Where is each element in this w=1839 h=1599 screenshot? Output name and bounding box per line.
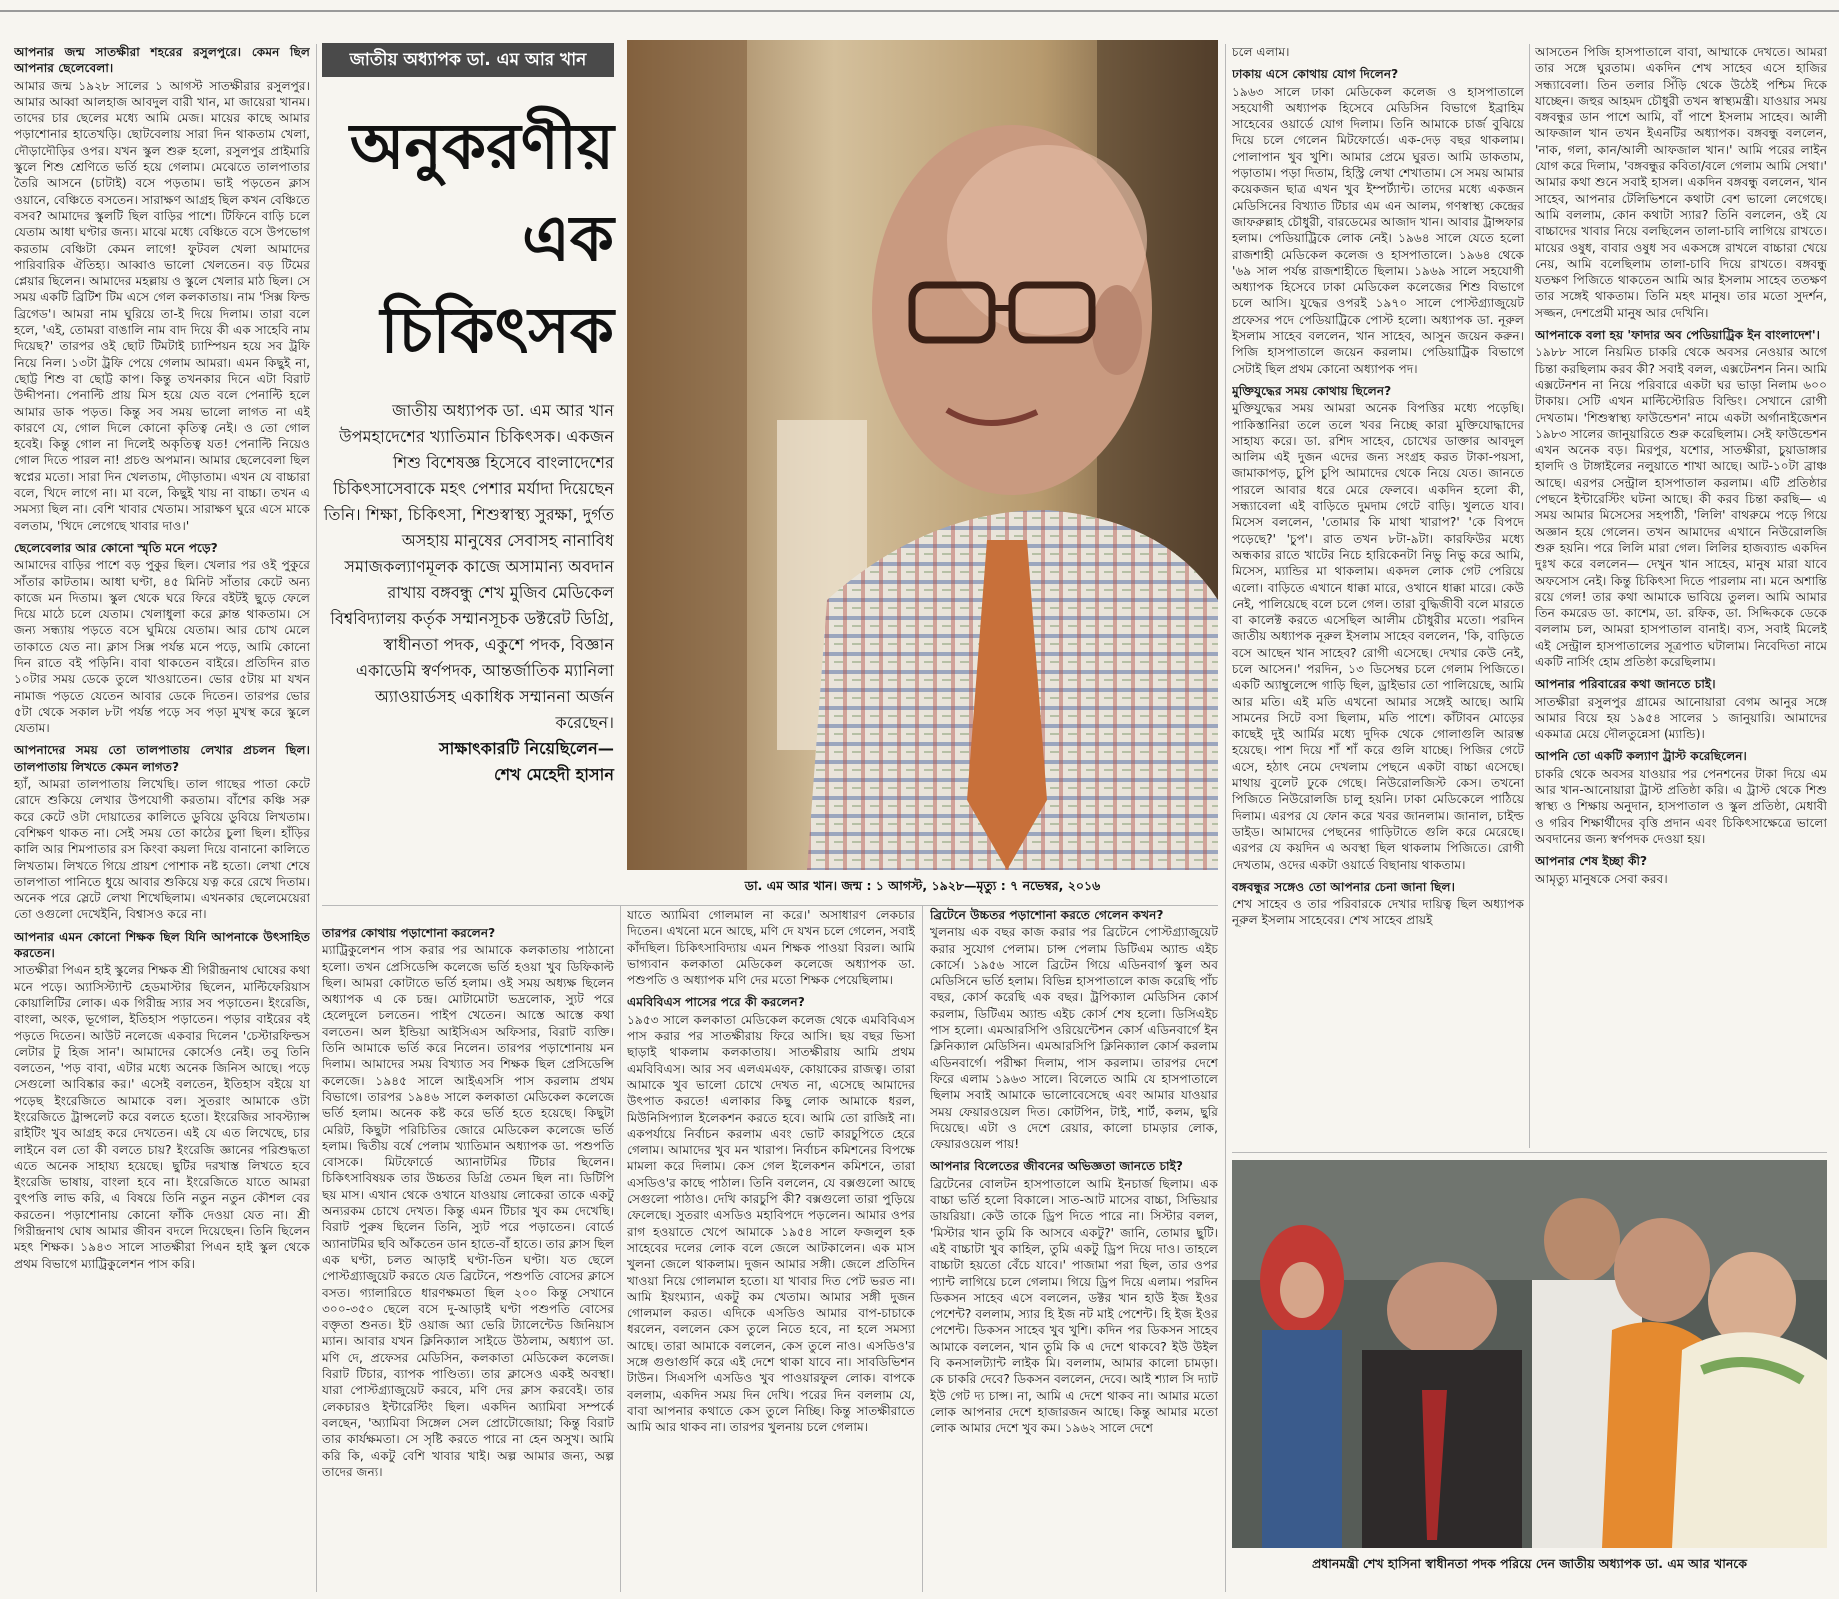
- photo-caption: ডা. এম আর খান। জন্ম : ১ আগস্ট, ১৯২৮—মৃত্যু : ৭ নভেম্বর, ২০১৬: [744, 878, 1101, 893]
- interview-question: আপনার শেষ ইচ্ছা কী?: [1535, 854, 1648, 869]
- portrait-illustration: [627, 40, 1218, 870]
- interview-question: তারপর কোথায় পড়াশোনা করলেন?: [322, 926, 496, 940]
- interview-question: ছেলেবেলার আর কোনো স্মৃতি মনে পড়ে?: [14, 540, 218, 555]
- interview-answer: ম্যাট্রিকুলেশন পাস করার পর আমাকে কলকাতায় পাঠানো হলো। তখন প্রেসিডেন্সি কলেজে ভর্তি হওয়া খুব ডিফিকাল্ট ছিল। আমরা কোটাতে ভর্তি হলাম। ওই সময় অধ্যক্ষ ছিলেন অধ্যাপক এ কে চন্দ্র। মোটামোটা ভদ্রলোক, স্যুট পরে হেলেদুলে চলতেন। পাইপ খেতেন। আস্তে আস্তে কথা বলতেন। অল ইন্ডিয়া আইসিএস অফিসার, বিরাট ব্যক্তি। তিনি আমাকে ভর্তি করে নিলেন। তারপর পড়াশোনায় মন দিলাম। আমাদের সময় বিখ্যাত সব শিক্ষক ছিল প্রেসিডেন্সি কলেজে। ১৯৪৫ সালে আইএসসি পাস করলাম প্রথম বিভাগে। তারপর ১৯৪৬ সালে কলকাতা মেডিকেল কলেজে ভর্তি হলাম। অনেক কষ্ট করে ভর্তি হতে হয়েছে। কিছুটা মেরিট, কিছুটা পরিচিতির জোরে মেডিকেল কলেজে ভর্তি হলাম। দ্বিতীয় বর্ষে পেলাম খ্যাতিমান অধ্যাপক ডা. পশুপতি বোসকে। মিটফোর্ডে অ্যানাটমির টিচার ছিলেন। চিকিৎসাবিষয়ক তার উচ্চতর ডিগ্রি তেমন ছিল না। ডিটিপি ছয় মাস। এখান থেকে ওখানে যাওয়ায় লোকেরা তাকে একটু অন্যরকম চোখে দেখত। কিন্তু এমন টিচার খুব কম দেখেছি। বিরাট পুরুষ ছিলেন তিনি, স্যুট পরে পড়াতেন। বোর্ডে অ্যানাটমির ছবি আঁকতেন ডান হাতে-বাঁ হাতে। তার ক্লাস ছিল এক ঘণ্টা, চলত আড়াই ঘণ্টা-তিন ঘণ্টা। যত ছেলে পোস্টগ্র্যাজুয়েট করতে যেত ব্রিটেনে, পশুপতি বোসের ক্লাসে বসত। গ্যালারিতে ধারণক্ষমতা ছিল ২০০ কিন্তু সেখানে ৩০০-৩৫০ ছেলে বসে দু-আড়াই ঘণ্টা পশুপতি বোসের বক্তৃতা শুনত। ইট ওয়াজ অ্যা ভেরি ট্যালেন্টেড জিনিয়াস ম্যান। আবার যখন ক্লিনিক্যাল সাইডে উঠলাম, অধ্যাপ ডা. মণি দে, প্রফেসর মেডিসিন, কলকাতা মেডিকেল কলেজ। বিরাট টিচার, ব্যাপক পাণ্ডিত্য। তার ক্লাসেও একই অবস্থা। যারা পোস্টগ্র্যাজুয়েট করবে, মণি দের ক্লাস করবেই। তার লেকচারও ইন্টারেস্টিং ছিল। একদিন অ্যামিবা সম্পর্কে বলছেন, 'অ্যামিবা সিঙ্গেল সেল প্রোটোজোয়া; কিন্তু বিরাট তার কার্যক্ষমতা। সে সৃষ্টি করতে পারে না হেন অসুখ। আমি করি কি, একটু বেশি খাবার খাই। অল্প আমার জন্য, অল্প তাদের জন্য।: [322, 943, 614, 1479]
- article-column-6: [1535, 44, 1827, 1148]
- section-rule: [322, 905, 1218, 906]
- interview-question: বঙ্গবন্ধুর সঙ্গেও তো আপনার চেনা জানা ছিল।: [1232, 879, 1455, 894]
- interview-question: মুক্তিযুদ্ধের সময় কোথায় ছিলেন?: [1232, 383, 1392, 398]
- column-rule: [1529, 44, 1530, 1148]
- interview-answer: চাকরি থেকে অবসর যাওয়ার পর পেনশনের টাকা দিয়ে এম আর খান-আনোয়ারা ট্রাস্ট প্রতিষ্ঠা করি। এ ট্রাস্ট থেকে শিশু স্বাস্থ্য ও শিক্ষায় অনুদান, হাসপাতাল ও স্কুল প্রতিষ্ঠা, মেধাবী ও গরিব শিক্ষার্থীদের বৃত্তি প্রদান এবং চিকিৎসাক্ষেত্রে ভালো অবদানের জন্য স্বর্ণপদক দেওয়া হয়।: [1535, 766, 1827, 846]
- article-column-1: [14, 44, 310, 1592]
- interview-question: ব্রিটেনে উচ্চতর পড়াশোনা করতে গেলেন কখন?: [930, 908, 1164, 922]
- article-column-2: [322, 925, 614, 1592]
- headline: [322, 100, 614, 376]
- interview-question: এমবিবিএস পাসের পরে কী করলেন?: [627, 995, 805, 1010]
- interview-answer: ১৯৫৩ সালে কলকাতা মেডিকেল কলেজ থেকে এমবিবিএস পাস করার পর সাতক্ষীরায় ফিরে আসি। ছয় বছর ভিসা ছাড়াই থাকলাম কলকাতায়। সাতক্ষীরায় আমি প্রথম এমবিবিএস। আর সব এলএমএফ, কোয়াকের রাজত্ব। তারা আমাকে খুব ভালো চোখে দেখত না, এসেছে আমাদের উৎপাত করতে! এলাকার কিছু লোক আমাকে ধরল, মিউনিসিপ্যাল ইলেকশন করতে হবে। আমি তো রাজিই না। একপর্যায়ে নির্বাচন করলাম এবং ভোট কারচুপিতে হেরে গেলাম। আমাদের খুব মন খারাপ। নির্বাচন কমিশনের বিপক্ষে মামলা করে দিলাম। কেস গেল ইলেকশন কমিশনে, তারা এসডিও'র কাছে পাঠাল। তিনি বললেন, যে বক্সগুলো আছে সেগুলো পাঠাও। দেখি কারচুপি কী? বক্সগুলো তারা পুড়িয়ে ফেলেছে। সুতরাং এসডিও মহাবিপদে পড়লেন। আমার ওপর রাগ হওয়াতে খেপে আমাকে ১৯৫৪ সালে ফজলুল হক সাহেবের দলের লোক বলে জেলে আটকালেন। এক মাস খুলনা জেলে থাকলাম। দুজন আমার সঙ্গী। জেলে প্রতিদিন খাওয়া নিয়ে গোলমাল হতো। যা খাবার দিত পেট ভরত না। আমি ইয়ংম্যান, একটু কম খেতাম। আমার সঙ্গী দুজন গোলমাল করত। এদিকে এসডিও আমার বাপ-চাচাকে ধরলেন, বললেন কেস তুলে নিতে হবে, না হলে সমস্যা আছে। তারা আমাকে বললেন, কেস তুলে নাও। এসডিও'র সঙ্গে গুণ্ডাগুর্দি করে এই দেশে থাকা যাবে না। সাবডিভিশন টাউন। সিএসপি এসডিও খুব পাওয়ারফুল লোক। বাপকে বললাম, একদিন সময় দিন দেখি। পরের দিন বললাম যে, বাবা আপনার কথাতে কেস তুলে নিচ্ছি। কিন্তু সাতক্ষীরাতে আমি আর থাকব না। তারপর খুলনায় চলে গেলাম।: [627, 1012, 915, 1435]
- interview-answer: যাতে অ্যামিবা গোলমাল না করে।' অসাধারণ লেকচার দিতেন। এখনো মনে আছে, মণি দে যখন চলে গেলেন, সবাই কাঁদছিল। চিকিৎসাবিদ্যায় এমন শিক্ষক পাওয়া বিরল। আমি ভাগ্যবান কলকাতা মেডিকেল কলেজে অধ্যাপক ডা. পশুপতি ও অধ্যাপক মণি দের মতো শিক্ষক পেয়েছিলাম।: [627, 908, 915, 988]
- article-column-4: [930, 907, 1218, 1592]
- interview-question: ঢাকায় এসে কোথায় যোগ দিলেন?: [1232, 67, 1399, 82]
- interview-question: আপনাদের সময় তো তালপাতায় লেখার প্রচলন ছিল। তালপাতায় লিখতে কেমন লাগত?: [14, 743, 310, 774]
- interview-answer: শেখ সাহেব ও তার পরিবারকে দেখার দায়িত্ব ছিল অধ্যাপক নূরুল ইসলাম সাহেবের। শেখ সাহেব প্রায়ই: [1232, 897, 1524, 928]
- interview-answer: হ্যাঁ, আমরা তালপাতায় লিখেছি। তাল গাছের পাতা কেটে রোদে শুকিয়ে লেখার উপযোগী করতাম। বাঁশের কঞ্চি সরু করে কেটে ওটা দোয়াতের কালিতে ডুবিয়ে ডুবিয়ে লিখতাম। বেশিক্ষণ থাকত না। সেই সময় তো কাঠের চুলা ছিল। হাঁড়ির কালি আর শিমপাতার রস কিংবা কয়লা দিয়ে বানানো কালিতে লিখতাম। লিখতে গিয়ে প্রায়শ পোশাক নষ্ট হতো। লেখা শেষে তালপাতা পানিতে ধুয়ে আবার শুকিয়ে যত্ন করে রেখে দিতাম। অনেক পরে স্লেটে লেখা শিখেছিলাম। এখনকার ছেলেমেয়েরা তো ওগুলো দেখেইনি, বিশ্বাসও করে না।: [14, 777, 310, 922]
- interview-answer: চলে এলাম।: [1232, 45, 1290, 59]
- interview-answer: ১৯৬৩ সালে ঢাকা মেডিকেল কলেজ ও হাসপাতালে সহযোগী অধ্যাপক হিসেবে মেডিসিন বিভাগে ইব্রাহিম সাহেবের ওয়ার্ডে যোগ দিলাম। তিনি আমাকে চার্জ বুঝিয়ে দিয়ে চলে গেলেন মিটফোর্ডে। এক-দেড় বছর থাকলাম। পোলাপান খুব খুশি। আমার প্রেমে ঘুরত। আমি ডাকতাম, পড়াতাম। পড়া দিতাম, হিস্ট্রি লেখা শেখাতাম। সে সময় আমার কয়েকজন ছাত্র এখন খুব ইম্পর্ট্যান্ট। তাদের মধ্যে একজন মেডিসিনের বিখ্যাত টিচার এম এন আলম, গণস্বাস্থ্য কেন্দ্রের জাফরুল্লাহ চৌধুরী, বারডেমের আজাদ খান। আবার ট্রান্সফার হলাম। পেডিয়াট্রিকে লোক নেই। ১৯৬৪ সালে যেতে হলো রাজশাহী মেডিকেল কলেজ ও হাসপাতালে। ১৯৬৪ থেকে '৬৯ সাল পর্যন্ত রাজশাহীতে ছিলাম। ১৯৬৯ সালে সহযোগী অধ্যাপক হিসেবে ঢাকা মেডিকেল কলেজের শিশু বিভাগে চলে আসি। যুদ্ধের ওপরই ১৯৭০ সালে পোস্টগ্র্যাজুয়েট প্রফেসর পদে পেডিয়াট্রিকে পোস্ট হলো। অধ্যাপক ডা. নূরুল ইসলাম সাহেব বললেন, খান সাহেব, আসুন জয়েন করুন। পিজি হাসপাতালে জয়েন করলাম। পেডিয়াট্রিক বিভাগে সেটাই ছিল প্রথম কোনো অধ্যাপক পদ।: [1232, 84, 1524, 376]
- interview-answer: আমাদের বাড়ির পাশে বড় পুকুর ছিল। খেলার পর ওই পুকুরে সাঁতার কাটতাম। আধা ঘণ্টা, ৪৫ মিনিট সাঁতার কেটে অন্য কাজে মন দিতাম। স্কুল থেকে ঘরে ফিরে বইটই ছুড়ে ফেলে দিয়ে মাঠে চলে যেতাম। খেলাধুলা করে ক্লান্ত থাকতাম। সে জন্য সন্ধ্যায় পড়তে বসে ঘুমিয়ে যেতাম। আর চোখ মেলে তাকাতে যেত না। ক্লাস সিক্স পর্যন্ত মনে পড়ে, আমি কোনো দিন রাতে বই পড়িনি। বাবা থাকতেন বাইরে। প্রতিদিন রাত ১০টার সময় ডেকে তুলে খাওয়াতেন। ভোর ৫টায় মা যখন নামাজ পড়তে যেতেন আবার ডেকে দিতেন। তারপর ভোর ৫টা থেকে সকাল ৮টা পর্যন্ত পড়ে সব পড়া মুখস্থ করে স্কুলে যেতাম।: [14, 558, 310, 736]
- headline-line-3: চিকিৎসক: [380, 293, 614, 367]
- interview-question: আপনার জন্ম সাতক্ষীরা শহরের রসুলপুরে। কেমন ছিল আপনার ছেলেবেলা।: [14, 45, 310, 76]
- article-column-3: [627, 907, 915, 1592]
- interview-answer: মুক্তিযুদ্ধের সময় আমরা অনেক বিপত্তির মধ্যে পড়েছি। পাকিস্তানিরা তলে তলে খবর নিচ্ছে কারা মুক্তিযোদ্ধাদের সাহায্য করে। ডা. রশিদ সাহেব, চোখের ডাক্তার আবদুল আলিম এই দুজন এদের জন্য সংগ্রহ করত টাকা-পয়সা, জামাকাপড়, চুপি চুপি আমাদের থেকে নিয়ে যেত। জানতে পারলে আবার ধরে মেরে ফেলবে। একদিন হলো কী, সন্ধ্যাবেলা এই বাড়িতে দুমদাম গেটে বাড়ি। খুলতে যাব। মিসেস বললেন, 'তোমার কি মাথা খারাপ?' 'কে বিপদে পড়েছে?' 'চুপ'। রাত তখন ৮টা-৯টা। কারফিউর মধ্যে অন্ধকার রাতে খাটের নিচে হারিকেনটা নিভু নিভু করে আমি, মিসেস, ম্যান্ডির মা থাকলাম। একদল লোক গেট পেরিয়ে এলো। বাড়িতে এখানে ধাক্কা মারে, ওখানে ধাক্কা মারে। কেউ নেই, পালিয়েছে বলে চলে গেল। তারা বুদ্ধিজীবী বলে মারতে বা কালেক্ট করতে এসেছিল আলীম চৌধুরীর মতো। পরদিন জাতীয় অধ্যাপক নূরুল ইসলাম সাহেব বললেন, 'কি, বাড়িতে বসে আছেন খান সাহেব? রোগী এসেছে। দেখার কেউ নেই, চলে আসেন।' পরদিন, ১৩ ডিসেম্বর চলে গেলাম পিজিতে। একটি অ্যাম্বুলেন্সে গাড়ি ছিল, ড্রাইভার তো পালিয়েছে, আমি আর মতি। এই মতি এখনো আমার সঙ্গেই আছে। আমি সামনের সিটে বসা ছিলাম, মতি পাশে। কাঁটাবন মোড়ের কাছেই দুই আর্মির মধ্যে দুদিক থেকে গোলাগুলি আরম্ভ হয়েছে। পাশ দিয়ে শাঁ শাঁ করে গুলি যাচ্ছে। পিজির গেটে এসে, হঠাৎ নেমে দেখলাম পেছনে একটা বাচ্চা এসেছে। মাথায় বুলেট ঢুকে গেছে। নিউরোলজিস্ট কেস। তখনো পিজিতে নিউরোলজি চালু হয়নি। ঢাকা মেডিকেলে পাঠিয়ে দিলাম। এরপর যে ফোন করে খবর জানলাম। জানাল, চাইল্ড ডাইড। আমাদের পেছনের গাড়িটাতে গুলি করে মেরেছে। এরপর যে কয়দিন এ অবস্থা ছিল থাকলাম পিজিতে। রোগী দেখতাম, ওদের একটা ওয়ার্ডে বিছানায় থাকতাম।: [1232, 401, 1524, 872]
- article-deck: [322, 398, 614, 788]
- byline-name: শেখ মেহেদী হাসান: [494, 765, 614, 784]
- interview-question: আপনি তো একটি কল্যাণ ট্রাস্ট করেছিলেন।: [1535, 749, 1747, 764]
- headline-line-2: এক: [521, 201, 614, 275]
- award-photo: [1232, 1160, 1827, 1548]
- byline-intro: সাক্ষাৎকারটি নিয়েছিলেন—: [438, 739, 614, 758]
- interview-answer: আমার জন্ম ১৯২৮ সালের ১ আগস্ট সাতক্ষীরার রসুলপুর। আমার আব্বা আলহাজ আবদুল বারী খান, মা জায়েরা খানম। তাদের চার ছেলের মধ্যে আমি মেজ। মায়ের কাছে আমার পড়াশোনার হাতেখড়ি। ছোটবেলায় সারা দিন থাকতাম খেলা, দৌড়াদৌড়ির ওপর। যখন স্কুল শুরু হলো, রসুলপুর প্রাইমারি স্কুলে শিশু শ্রেণিতে ভর্তি হয়ে গেলাম। মেঝেতে তালপাতার তৈরি আসনে (চাটাই) বসে পড়তাম। ভাই পড়তেন ক্লাস ওয়ানে, বেঞ্চিতে বসতেন। সারাক্ষণ আগ্রহ ছিল কখন বেঞ্চিতে বসব? আমাদের স্কুলটি ছিল বাড়ির পাশে। টিফিনে বাড়ি চলে যেতাম আধা ঘণ্টার জন্য। মাঝে মধ্যে বেঞ্চিতে বসে উপভোগ করতাম বেঞ্চিটা কেমন লাগে! ফুটবল খেলা আমাদের পারিবারিক ঐতিহ্য। আব্বাও ভালো খেলতেন। বড় টিমের প্লেয়ার ছিলেন। আমাদের মহল্লায় ও স্কুলে খেলার মাঠ ছিল। সে সময় একটি ব্রিটিশ টিম এসে গেল কলকাতায়। নাম 'সিক্স ফিল্ড ব্রিগেড'। আমরা নাম ঘুরিয়ে তা-ই দিয়ে দিলাম। তারা বলে হলে, 'এই, তোমরা বাঙালি নাম বাদ দিয়ে কী এক সাহেবি নাম দিয়েছ?' তারপর ওই ছোট টিমটাই চ্যাম্পিয়ন হয়ে সব ট্রফি নিয়ে নিল। ১৩টা ট্রফি পেয়ে গেলাম আমরা। এমন কিছুই না, ছোট্ট শিশু বা ছোট্ট কাপ। কিন্তু তখনকার দিনে এটা বিরাট উদ্দীপনা। পেনাল্টি প্রায় মিস হয়ে যেত বলে পেনাল্টি হলে আমার ডাক পড়ত। কিন্তু সব সময় ভালো লাগত না এই কারণে যে, গোল দিলে কোনো কৃতিত্ব নেই। ও তো গোল হবেই। কিন্তু গোল না দিলেই অকৃতিত্ব যত! পেনাল্টি নিয়েও গোল দিতে পারল না! প্রচণ্ড অপমান। আমার ছেলেবেলা ছিল স্বপ্নের মতো। সারা দিন খেলতাম, দৌড়াতাম। এখন যে বাচ্চারা বলে, খিদে লাগে না। মা বলে, কিছুই খায় না বাচ্চা। তখন এ সমস্যা ছিল না। বেশি খাবার খেতাম। সারাক্ষণ ঘুরে এসে মাকে বলতাম, 'খিদে লেগেছে খাবার দাও।': [14, 78, 310, 533]
- interview-answer: সাতক্ষীরা পিএন হাই স্কুলের শিক্ষক শ্রী গিরীন্দ্রনাথ ঘোষের কথা মনে পড়ে। অ্যাসিস্ট্যান্ট হেডমাস্টার ছিলেন, মাল্টিফেরিয়াস কোয়ালিটির লোক। এক গিরীন্দ্র স্যার সব পড়াতেন। ইংরেজি, বাংলা, অংক, ভূগোল, ইতিহাস পড়াতেন। পড়ার বাইরের বই পড়তে দিতেন। আউট নলেজে একবার দিলেন 'চেস্টারফিল্ডস লেটার টু হিজ সান'। আমাদের কোর্সেও নেই। তবু তিনি বলতেন, 'পড় বাবা, এটার মধ্যে অনেক জিনিস আছে। পড়ে সেগুলো আবিষ্কার কর।' এসেই বলতেন, ইতিহাস বইয়ে যা পড়েছ ইংরেজিতে আমাকে বল। সুতরাং আমাকে ওটা ইংরেজিতে ট্রান্সলেট করে বলতে হতো। ইংরেজির সাবস্ট্যান্স রাইটিং খুব আগ্রহ করে দেখতেন। এই যে এত লিখেছে, চার লাইনে বল তো কী বলতে চায়? ইংরেজি জ্ঞানের পরিশুদ্ধতা এতে অনেক সাহায্য হয়েছে। ছুটির দরখাস্ত লিখতে হবে ইংরেজি ভাষায়, বাংলা হবে না। ইংরেজিতে যাতে আমরা বুৎপত্তি লাভ করি, এ বিষয়ে তিনি নতুন নতুন কৌশল বের করতেন। পড়াশোনায় কোনো ফাঁকি দেওয়া যেত না। শ্রী গিরীন্দ্রনাথ ঘোষ আমার জীবন বদলে দিয়েছেন। তিনি ছিলেন মহৎ শিক্ষক। ১৯৪৩ সালে সাতক্ষীরা পিএন হাই স্কুল থেকে প্রথম বিভাগে ম্যাট্রিকুলেশন পাস করি।: [14, 963, 310, 1271]
- top-rule: [0, 0, 1839, 12]
- portrait-photo: [627, 40, 1218, 870]
- kicker-label: জাতীয় অধ্যাপক ডা. এম আর খান: [322, 43, 614, 77]
- interview-question: আপনার বিলেতের জীবনের অভিজ্ঞতা জানতে চাই?: [930, 1159, 1183, 1174]
- interview-answer: সাতক্ষীরা রসুলপুর গ্রামের আনোয়ারা বেগম আনুর সঙ্গে আমার বিয়ে হয় ১৯৫৪ সালের ১ জানুয়ারি। আমাদের একমাত্র মেয়ে দৌলতুন্নেসা (ম্যান্ডি)।: [1535, 694, 1827, 742]
- interview-answer: ব্রিটেনের বোলটন হাসপাতালে আমি ইনচার্জ ছিলাম। এক বাচ্চা ভর্তি হলো বিকালে। সাত-আট মাসের বাচ্চা, সিভিয়ার ডায়রিয়া। কেউ তাকে ড্রিপ দিতে পারে না। সিস্টার বলল, 'মিস্টার খান তুমি কি আসবে একটু?' জানি, তোমার ছুটি। এই বাচ্চাটা খুব কাহিল, তুমি একটু ড্রিপ দিয়ে দাও। তাহলে বাচ্চাটা হয়তো বেঁচে যাবে।' পাজামা পরা ছিল, তার ওপর প্যান্ট লাগিয়ে চলে গেলাম। গিয়ে ড্রিপ দিয়ে এলাম। পরদিন ডিকসন সাহেব এসে বললেন, ডক্টর খান হাউ ইজ ইওর পেশেন্ট? বললাম, স্যার হি ইজ নট মাই পেশেন্ট। হি ইজ ইওর পেশেন্ট। ডিকসন সাহেব খুব খুশি। কদিন পর ডিকসন সাহেব আমাকে বললেন, খান তুমি কি এ দেশে থাকবে? ইউ উইল বি কনসালট্যান্ট লাইক মি। বললাম, আমার কালো চামড়া। কে চাকরি দেবে? ডিকসন বললেন, দেবে। আই শ্যাল সি দ্যাট ইউ গেট দ্য চান্স। না, আমি এ দেশে থাকব না। আমার মতো লোক আপনার দেশে হাজারজন আছে। কিন্তু আমার মতো লোক আমার দেশে খুব কম। ১৯৬২ সালে দেশে: [930, 1176, 1218, 1436]
- award-photo-caption: প্রধানমন্ত্রী শেখ হাসিনা স্বাধীনতা পদক পরিয়ে দেন জাতীয় অধ্যাপক ডা. এম আর খানকে: [1311, 1556, 1748, 1571]
- column-rule: [922, 905, 923, 1592]
- interview-question: আপনাকে বলা হয় 'ফাদার অব পেডিয়াট্রিক ইন বাংলাদেশ'।: [1535, 328, 1821, 343]
- column-rule: [1225, 44, 1226, 1592]
- interview-answer: খুলনায় এক বছর কাজ করার পর ব্রিটেনে পোস্টগ্র্যাজুয়েট করার সুযোগ পেলাম। চান্স পেলাম ডিটিএম অ্যান্ড এইচ কোর্সে। ১৯৫৬ সালে ব্রিটেন গিয়ে এডিনবার্গ স্কুল অব মেডিসিনে ভর্তি হলাম। বিভিন্ন হাসপাতালে কাজ করেছি পাঁচ বছর, কোর্স করেছি এক বছর। ট্রপিক্যাল মেডিসিন কোর্স করলাম, ডিটিএম অ্যান্ড এইচ কোর্স শেষ হলো। ডিসিএইচ পাস হলো। এমআরসিপি ওরিয়েন্টেশন কোর্স এডিনবার্গে ইন ক্লিনিক্যাল মেডিসিন। এমআরসিপি ক্লিনিক্যাল কোর্স করলাম এডিনবার্গে। পরীক্ষা দিলাম, পাস করলাম। তারপর দেশে ফিরে এলাম ১৯৬৩ সালে। বিলেতে আমি যে হাসপাতালে ছিলাম সবাই আমাকে ভালোবেসেছে এবং আমার যাওয়ার সময় ফেয়ারওয়েল দিত। কোটপিন, টাই, শার্ট, কলম, ছুরি দিয়েছে। এটা ও দেশে রেয়ার, কালো চামড়ার লোক, ফেয়ারওয়েল পায়!: [930, 925, 1218, 1152]
- interview-answer: আসতেন পিজি হাসপাতালে বাবা, আম্মাকে দেখতে। আমরা তার সঙ্গে ঘুরতাম। একদিন শেখ সাহেব এসে হাজির সন্ধ্যাবেলা। তিন তলার সিঁড়ি থেকে উঠেই পশ্চিম দিকে যাচ্ছেন। জহুর আহমদ চৌধুরী তখন স্বাস্থ্যমন্ত্রী। যাওয়ার সময় বঙ্গবন্ধুর ডান পাশে আমি, বাঁ পাশে ইসলাম সাহেব। আলী আফজাল খান তখন ইএনটির অধ্যাপক। বঙ্গবন্ধু বললেন, 'নাক, গলা, কান/আলী আফজাল খান।' আমি পরের লাইন যোগ করে দিলাম, 'বঙ্গবন্ধুর কবিতা/বলে গেলাম আমি সেথা।' আমার কথা শুনে সবাই হাসল। একদিন বঙ্গবন্ধু বললেন, খান সাহেব, আপনার টেলিভিশনে কথাটা বেশ ভালো লেগেছে। আমি বললাম, কোন কথাটা স্যার? তিনি বললেন, ওই যে বাচ্চাদের খাবার নিয়ে বলছিলেন তালা-চাবি লাগিয়ে রাখতে। মায়ের ওষুধ, বাবার ওষুধ সব একসঙ্গে রাখলে বাচ্চারা খেয়ে নেয়, আমি বলেছিলাম তালা-চাবি দিয়ে রাখতে। বঙ্গবন্ধু যতক্ষণ পিজিতে থাকতেন আমি আর ইসলাম সাহেব ততক্ষণ তার সঙ্গেই থাকতাম। তিনি মহৎ মানুষ। তার মতো সুদর্শন, সজ্জন, দেশপ্রেমী মানুষ আর দেখিনি।: [1535, 45, 1827, 320]
- section-rule: [1232, 1152, 1827, 1153]
- interview-answer: ১৯৮৮ সালে নিয়মিত চাকরি থেকে অবসর নেওয়ার আগে চিন্তা করছিলাম করব কী? সবাই বলল, এক্সটেনশন নিন। আমি এক্সটেনশন না নিয়ে পরিবারে একটা ঘর ভাড়া নিলাম ৬০০ টাকায়। সেটি এখন মাল্টিস্টোরিড বিল্ডিং। সেখানে রোগী দেখতাম। 'শিশুস্বাস্থ্য ফাউন্ডেশন' নামে একটা অর্গানাইজেশন ১৯৮৩ সালের জানুয়ারিতে শুরু করেছিলাম। সেই ফাউন্ডেশন এখন অনেক বড়। মিরপুর, যশোর, সাতক্ষীরা, চুয়াডাঙ্গার হালদি ও টাঙ্গাইলের নলুয়াতে শাখা আছে। আট-১০টা ব্রাঞ্চ আছে। এরপর সেন্ট্রাল হাসপাতাল করলাম। এটি প্রতিষ্ঠার পেছনে ইন্টারেস্টিং ঘটনা আছে। কী করব চিন্তা করছি— এ সময় আমার মিসেসের সহপাঠী, 'লিলি' বাথরুমে পড়ে গিয়ে অজ্ঞান হয়ে গেলেন। তখন আমাদের এখানে নিউরোলজি শুরু হয়নি। পরে লিলি মারা গেল। লিলির হাজব্যান্ড একদিন দুঃখ করে বললেন— দেখুন খান সাহেব, মানুষ মারা যাবে অফসোস নেই। কিন্তু চিকিৎসা দিতে পারলাম না। মনে অশান্তি রয়ে গেল! তার কথা আমাকে ভাবিয়ে তুলল। আমি আমার তিন কমরেড ডা. কাশেম, ডা. রফিক, ডা. সিদ্দিককে ডেকে বললাম চল, আমরা হাসপাতাল বানাই। ব্যস, সবাই মিলেই এই সেন্ট্রাল হাসপাতালের সূত্রপাত ঘটালাম। নিবেদিতা নামে একটি নার্সিং হোম প্রতিষ্ঠা করেছিলাম।: [1535, 345, 1827, 669]
- interview-question: আপনার পরিবারের কথা জানতে চাই।: [1535, 677, 1716, 692]
- deck-text: জাতীয় অধ্যাপক ডা. এম আর খান উপমহাদেশের খ্যাতিমান চিকিৎসক। একজন শিশু বিশেষজ্ঞ হিসেবে বাংলাদেশের চিকিৎসাসেবাকে মহৎ পেশার মর্যাদা দিয়েছেন তিনি। শিক্ষা, চিকিৎসা, শিশুস্বাস্থ্য সুরক্ষা, দুর্গত অসহায় মানুষের সেবাসহ নানাবিধ সমাজকল্যাণমূলক কাজে অসামান্য অবদান রাখায় বঙ্গবন্ধু শেখ মুজিব মেডিকেল বিশ্ববিদ্যালয় কর্তৃক সম্মানসূচক ডক্টরেট ডিগ্রি, স্বাধীনতা পদক, একুশে পদক, বিজ্ঞান একাডেমি স্বর্ণপদক, আন্তর্জাতিক ম্যানিলা অ্যাওয়ার্ডসহ একাধিক সম্মাননা অর্জন করেছেন।: [323, 401, 614, 732]
- headline-line-1: অনুকরণীয়: [349, 109, 614, 183]
- interview-question: আপনার এমন কোনো শিক্ষক ছিল যিনি আপনাকে উৎসাহিত করতেন।: [14, 929, 310, 961]
- column-rule: [316, 44, 317, 1592]
- interview-answer: আমৃত্যু মানুষকে সেবা করব।: [1535, 871, 1668, 886]
- article-column-5: [1232, 44, 1524, 1148]
- column-rule: [620, 905, 621, 1592]
- award-illustration: [1232, 1160, 1827, 1548]
